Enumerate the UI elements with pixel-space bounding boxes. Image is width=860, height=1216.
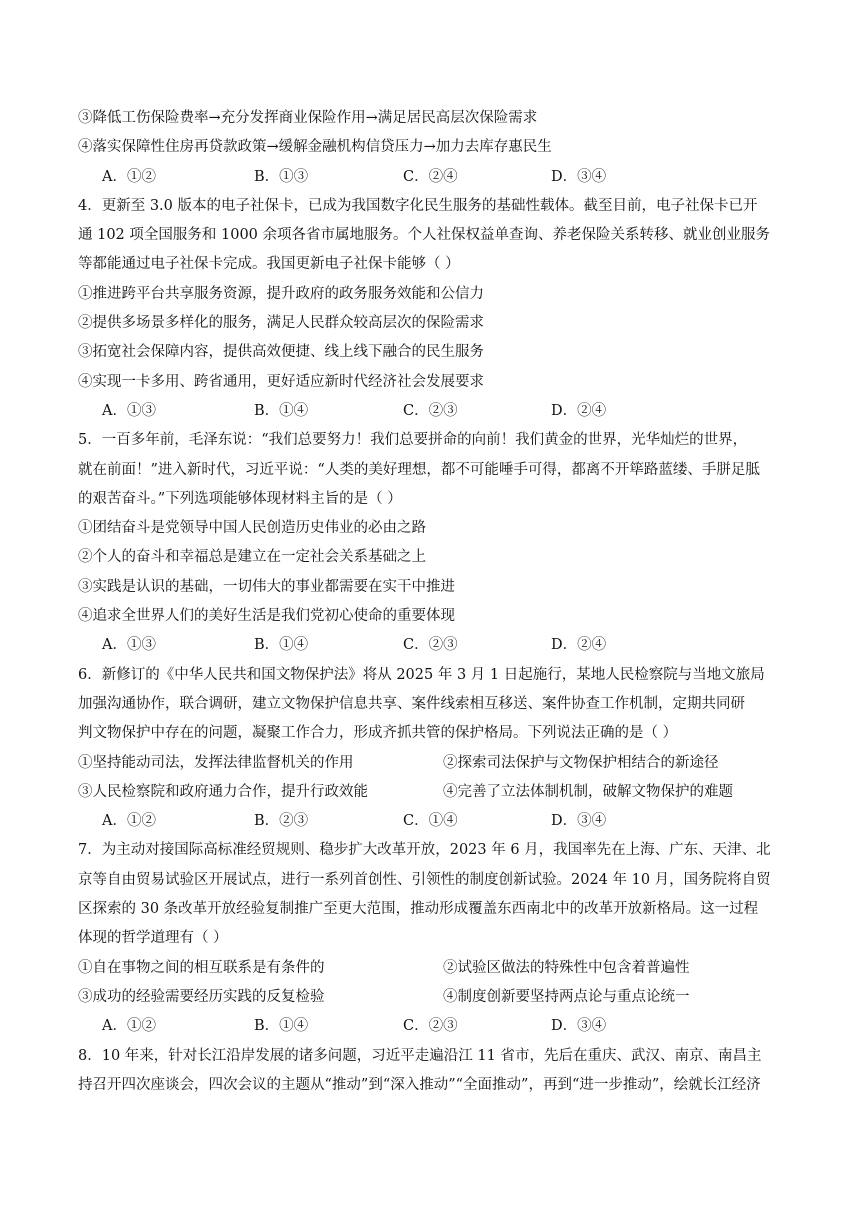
q6-choice-b: B．②③ — [254, 813, 309, 830]
q4-stem-line-3: 等都能通过电子社保卡完成。我国更新电子社保卡能够（ ） — [78, 256, 460, 273]
q6-options-row-1 — [78, 749, 784, 778]
q5-stem-line-1: 5．一百多年前，毛泽东说：“我们总要努力！我们总要拼命的向前！我们黄金的世界，光华灿烂的世界， — [78, 432, 748, 449]
q4-option-4: ④实现一卡多用、跨省通用，更好适应新时代经济社会发展要求 — [78, 373, 484, 390]
q7-choice-b: B．①④ — [254, 1018, 309, 1035]
q7-stem-line-1: 7．为主动对接国际高标准经贸规则、稳步扩大改革开放，2023 年 6 月，我国率先在上海、广东、天津、北 — [78, 842, 771, 859]
q7-choice-d: D．③④ — [551, 1018, 607, 1035]
q4-option-3: ③拓宽社会保障内容，提供高效便捷、线上线下融合的民生服务 — [78, 344, 484, 361]
q4-answer-choices — [78, 397, 784, 426]
q7-answer-choices — [78, 1012, 784, 1041]
q6-choice-a: A．①② — [102, 813, 156, 830]
q5-option-1: ①团结奋斗是党领导中国人民创造历史伟业的必由之路 — [78, 520, 426, 537]
q7-option-3: ③成功的经验需要经历实践的反复检验 — [78, 988, 325, 1005]
q5-stem-line-3: 的艰苦奋斗。”下列选项能够体现材料主旨的是（ ） — [78, 490, 402, 507]
q6-stem-line-1: 6．新修订的《中华人民共和国文物保护法》将从 2025 年 3 月 1 日起施行，某地人民检察院与当地文旅局 — [78, 666, 765, 683]
exam-content — [78, 104, 784, 1100]
q5-choice-b: B．①④ — [254, 637, 309, 654]
q5-answer-choices — [78, 631, 784, 660]
q5-option-4: ④追求全世界人们的美好生活是我们党初心使命的重要体现 — [78, 608, 455, 625]
q5-choice-a: A．①③ — [102, 637, 156, 654]
q6-option-3: ③人民检察院和政府通力合作，提升行政效能 — [78, 783, 368, 800]
q7-option-2: ②试验区做法的特殊性中包含着普遍性 — [443, 959, 690, 976]
q7-option-1: ①自在事物之间的相互联系是有条件的 — [78, 959, 325, 976]
q6-answer-choices — [78, 807, 784, 836]
q3-choice-d: D．③④ — [551, 168, 607, 185]
q5-choice-d: D．②④ — [551, 637, 607, 654]
q8-stem-line-1: 8．10 年来，针对长江沿岸发展的诸多问题，习近平走遍沿江 11 省市，先后在重庆、武汉、南京、南昌主 — [78, 1047, 762, 1064]
q6-option-2: ②探索司法保护与文物保护相结合的新途径 — [443, 754, 719, 771]
q3-option-3: ③降低工伤保险费率→充分发挥商业保险作用→满足居民高层次保险需求 — [78, 110, 538, 126]
q4-option-2: ②提供多场景多样化的服务，满足人民群众较高层次的保险需求 — [78, 315, 484, 332]
q4-option-1: ①推进跨平台共享服务资源，提升政府的政务服务效能和公信力 — [78, 285, 484, 302]
q3-choice-a: A．①② — [102, 168, 156, 185]
q6-option-4: ④完善了立法体制机制，破解文物保护的难题 — [443, 783, 733, 800]
q3-choice-c: C．②④ — [403, 168, 458, 185]
q5-choice-c: C．②③ — [403, 637, 458, 654]
q8-stem-line-2: 持召开四次座谈会，四次会议的主题从“推动”到“深入推动”“全面推动”，再到“进一步推动”，绘就长江经济 — [78, 1076, 761, 1093]
q5-option-3: ③实践是认识的基础，一切伟大的事业都需要在实干中推进 — [78, 578, 455, 595]
q7-options-row-1 — [78, 954, 784, 983]
q7-stem-line-3: 区探索的 30 条改革开放经验复制推广至更大范围，推动形成覆盖东西南北中的改革开放新格局。这一过程 — [78, 901, 759, 918]
q6-option-1: ①坚持能动司法，发挥法律监督机关的作用 — [78, 754, 354, 771]
q6-stem-line-2: 加强沟通协作，联合调研，建立文物保护信息共享、案件线索相互移送、案件协查工作机制，定期共同研 — [78, 695, 745, 712]
q6-stem-line-3: 判文物保护中存在的问题，凝聚工作合力，形成齐抓共管的保护格局。下列说法正确的是（ ） — [78, 725, 678, 742]
q4-choice-b: B．①④ — [254, 402, 309, 419]
q4-choice-d: D．②④ — [551, 402, 607, 419]
q5-stem-line-2: 就在前面！”进入新时代，习近平说：“人类的美好理想，都不可能唾手可得，都离不开筚路蓝缕、手胼足胝 — [78, 461, 760, 478]
q6-options-row-2 — [78, 778, 784, 807]
q6-choice-d: D．③④ — [551, 813, 607, 830]
q7-choice-a: A．①② — [102, 1018, 156, 1035]
q3-answer-choices — [78, 163, 784, 192]
q4-choice-a: A．①③ — [102, 402, 156, 419]
q5-option-2: ②个人的奋斗和幸福总是建立在一定社会关系基础之上 — [78, 549, 426, 566]
q7-option-4: ④制度创新要坚持两点论与重点论统一 — [443, 988, 690, 1005]
q6-choice-c: C．①④ — [403, 813, 458, 830]
q7-stem-line-2: 京等自由贸易试验区开展试点，进行一系列首创性、引领性的制度创新试验。2024 年 10 月，国务院将自贸 — [78, 871, 771, 888]
q4-stem-line-1: 4．更新至 3.0 版本的电子社保卡，已成为我国数字化民生服务的基础性载体。截至目前，电子社保卡已开 — [78, 197, 758, 214]
q7-options-row-2 — [78, 983, 784, 1012]
q4-choice-c: C．②③ — [403, 402, 458, 419]
q3-choice-b: B．①③ — [254, 168, 309, 185]
q7-choice-c: C．②③ — [403, 1018, 458, 1035]
q4-stem-line-2: 通 102 项全国服务和 1000 余项各省市属地服务。个人社保权益单查询、养老保险关系转移、就业创业服务 — [78, 227, 771, 244]
q7-stem-line-4: 体现的哲学道理有（ ） — [78, 930, 228, 947]
q3-option-4: ④落实保障性住房再贷款政策→缓解金融机构信贷压力→加力去库存惠民生 — [78, 139, 552, 156]
